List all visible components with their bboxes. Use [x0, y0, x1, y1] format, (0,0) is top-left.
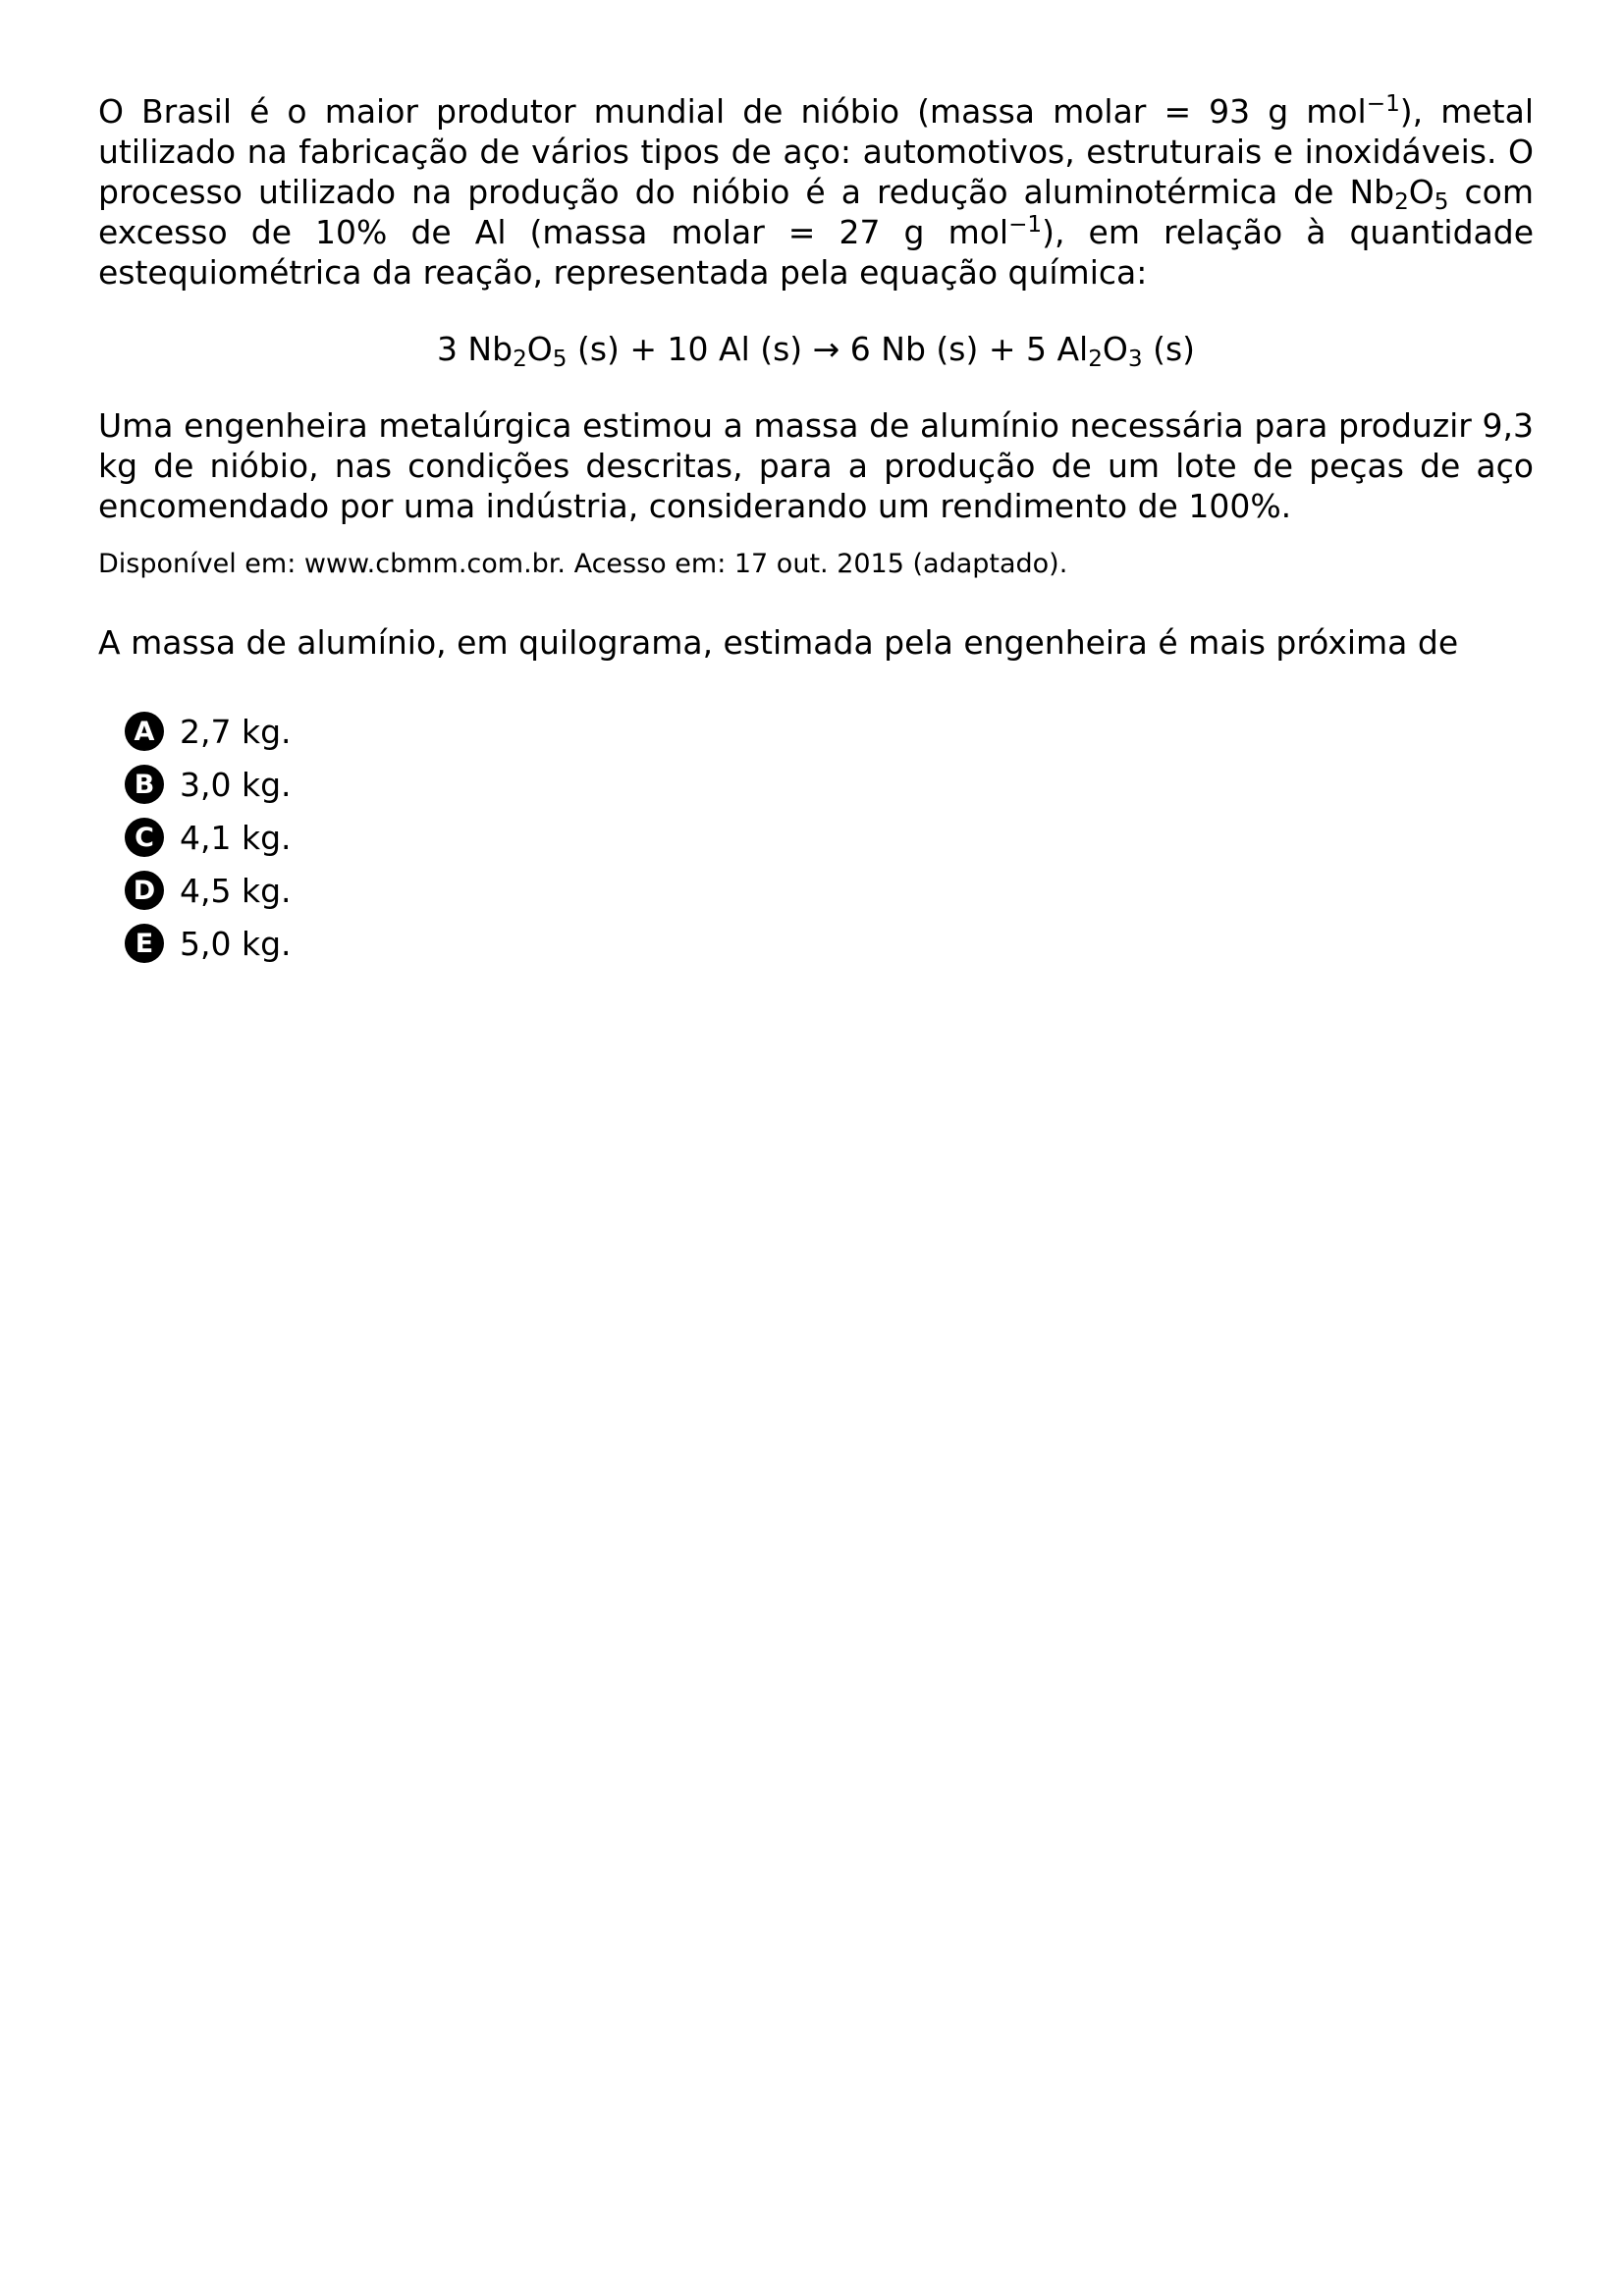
option-text: 5,0 kg. — [180, 924, 292, 963]
subscript: 2 — [1088, 346, 1103, 372]
option-e[interactable] — [125, 917, 1534, 970]
option-text: 3,0 kg. — [180, 765, 292, 804]
body-paragraph: Uma engenheira metalúrgica estimou a massa de alumínio necessária para produzir 9,3 kg de nióbio, nas condições descritas, para a produção de um lote de peças de aço encomendado por uma indústria, considerando um rendimento de 100%. — [98, 406, 1534, 525]
intro-paragraph — [98, 91, 1534, 293]
option-d[interactable] — [125, 864, 1534, 917]
intro-text: ), metal utilizado na fabricação de vários tipos de aço: automotivos, estruturais e inoxidáveis. O processo utilizado na produção do nióbio é a redução aluminotérmica de Nb — [98, 92, 1534, 211]
subscript: 3 — [1127, 346, 1143, 372]
equation-text: (s) — [1142, 330, 1196, 368]
option-text: 4,5 kg. — [180, 871, 292, 910]
answer-options — [125, 705, 1534, 970]
option-text: 4,1 kg. — [180, 818, 292, 857]
superscript: −1 — [1366, 91, 1400, 118]
intro-text: O Brasil é o maior produtor mundial de nióbio (massa molar = 93 g mol — [98, 92, 1367, 131]
equation-text: O — [1102, 330, 1128, 368]
equation-text: O — [526, 330, 553, 368]
option-a[interactable] — [125, 705, 1534, 758]
subscript: 5 — [1434, 188, 1449, 215]
option-c[interactable] — [125, 811, 1534, 864]
superscript: −1 — [1008, 212, 1043, 239]
source-citation: Disponível em: www.cbmm.com.br. Acesso em: 17 out. 2015 (adaptado). — [98, 549, 1068, 579]
intro-text: com excesso de 10% de Al (massa molar = 27 g mol — [98, 173, 1534, 251]
subscript: 5 — [552, 346, 568, 372]
intro-text: ), em relação à quantidade estequiométrica da reação, representada pela equação química: — [98, 213, 1534, 292]
option-text: 2,7 kg. — [180, 712, 292, 751]
option-letter-badge: B — [125, 765, 164, 804]
option-letter-badge: D — [125, 871, 164, 910]
subscript: 2 — [1394, 188, 1409, 215]
subscript: 2 — [513, 346, 527, 372]
equation-text: 3 Nb — [436, 330, 514, 368]
option-letter-badge: A — [125, 712, 164, 751]
intro-text: O — [1408, 173, 1435, 211]
option-b[interactable] — [125, 758, 1534, 811]
question-stem: A massa de alumínio, em quilograma, estimada pela engenheira é mais próxima de — [98, 623, 1459, 662]
chemical-equation — [98, 329, 1534, 372]
question-page — [98, 91, 1534, 970]
equation-text: (s) + 10 Al (s) → 6 Nb (s) + 5 Al — [567, 330, 1089, 368]
option-letter-badge: E — [125, 924, 164, 963]
option-letter-badge: C — [125, 818, 164, 857]
